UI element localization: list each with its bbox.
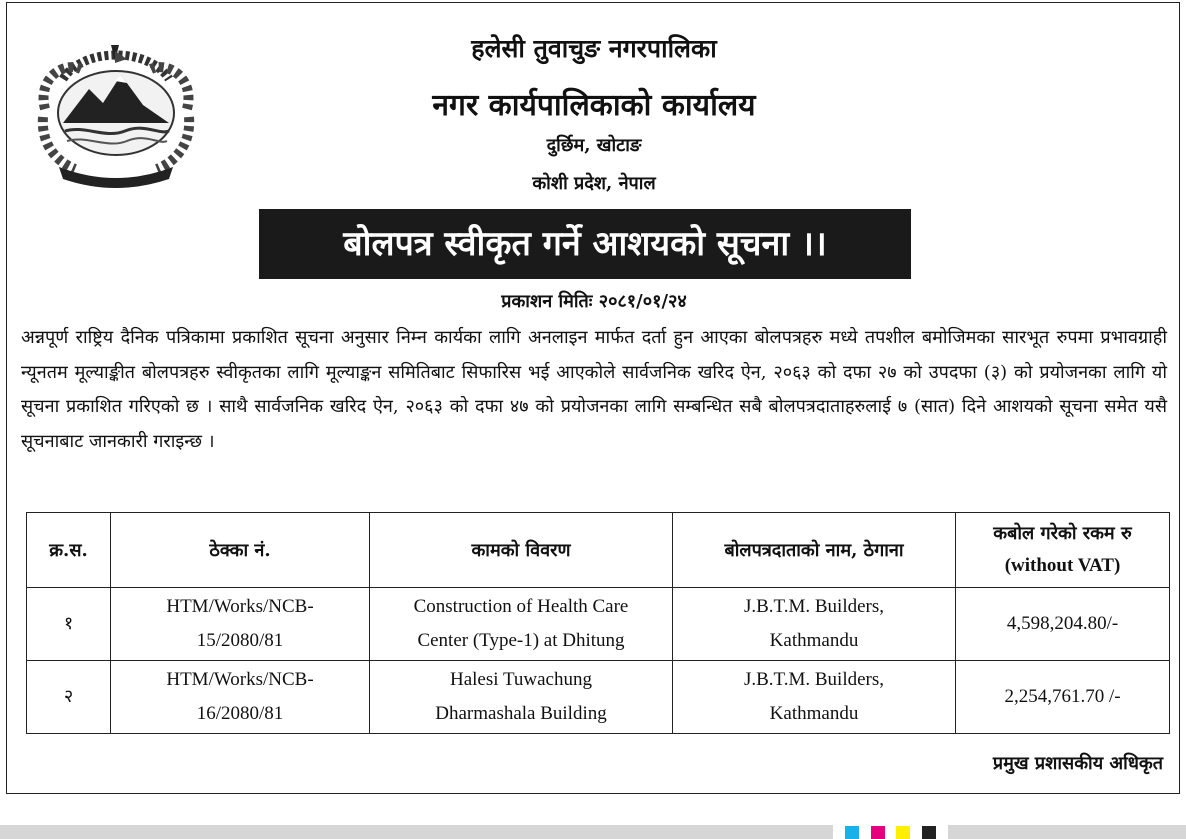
black-registration-mark: [922, 826, 936, 839]
notice-body-paragraph: अन्नपूर्ण राष्ट्रिय दैनिक पत्रिकामा प्रकाशित सूचना अनुसार निम्न कार्यका लागि अनलाइन मार्फत दर्ता हुन आएका बोलपत्रहरु मध्ये तपशील बमोजिमका सारभूत रुपमा प्रभावग्राही न्यूनतम मूल्याङ्कीत बोलपत्रहरु स्वीकृतका लागि मूल्याङ्कन समितिबाट सिफारिस भई आएकोले सार्वजनिक खरिद ऐन, २०६३ को दफा २७ को उपदफा (३) को प्रयोजनका लागि यो सूचना प्रकाशित गरिएको छ । साथै सार्वजनिक खरिद ऐन, २०६३ को दफा ४७ को प्रयोजनका लागि सम्बन्धित सबै बोलपत्रदाताहरुलाई ७ (सात) दिने आशयको सूचना समेत यसै सूचनाबाट जानकारी गराइन्छ ।: [21, 327, 1167, 452]
office-name: नगर कार्यपालिकाको कार्यालय: [432, 88, 756, 123]
table-row: [27, 588, 1170, 661]
cell-bidder-line2: Kathmandu: [769, 703, 859, 724]
cell-bidder-line2: Kathmandu: [769, 630, 859, 651]
col-header-amount-line2: (without VAT): [1004, 555, 1121, 576]
col-header-bidder: बोलपत्रदाताको नाम, ठेगाना: [673, 513, 956, 588]
municipality-name: हलेसी तुवाचुङ नगरपालिका: [471, 34, 717, 63]
cell-description-line1: Construction of Health Care: [413, 596, 629, 617]
cell-contract-no-line2: 15/2080/81: [196, 630, 284, 651]
publication-date: प्रकाशन मितिः २०८१/०१/२४: [501, 291, 687, 312]
office-province: कोशी प्रदेश, नेपाल: [532, 173, 656, 194]
notice-frame: [6, 2, 1180, 794]
cell-description-line2: Center (Type-1) at Dhitung: [417, 630, 625, 651]
bid-acceptance-table: [26, 512, 1170, 734]
col-header-contract-no: ठेक्का नं.: [111, 513, 370, 588]
yellow-registration-mark: [896, 826, 910, 839]
cell-contract-no-line2: 16/2080/81: [196, 703, 284, 724]
cell-description-line2: Dharmashala Building: [435, 703, 607, 724]
cell-bidder-line1: J.B.T.M. Builders,: [743, 669, 885, 690]
table-row: [27, 661, 1170, 734]
cell-sn: १: [27, 588, 111, 661]
cell-description: [370, 588, 673, 661]
cell-contract-no-line1: HTM/Works/NCB-: [166, 669, 314, 690]
col-header-amount-line1: कबोल गरेको रकम रु: [993, 523, 1132, 544]
cell-description: [370, 661, 673, 734]
print-footer-bar: [0, 825, 1186, 839]
cell-bidder: [673, 661, 956, 734]
cell-contract-no: [111, 588, 370, 661]
magenta-registration-mark: [871, 826, 885, 839]
cell-sn: २: [27, 661, 111, 734]
office-address: दुर्छिम, खोटाङ: [546, 135, 642, 156]
col-header-sn: क्र.स.: [27, 513, 111, 588]
cyan-registration-mark: [845, 826, 859, 839]
cell-contract-no-line1: HTM/Works/NCB-: [166, 596, 314, 617]
cell-amount: 2,254,761.70 /-: [956, 661, 1170, 734]
cell-description-line1: Halesi Tuwachung: [450, 669, 592, 690]
cell-contract-no: [111, 661, 370, 734]
cell-bidder-line1: J.B.T.M. Builders,: [743, 596, 885, 617]
cell-bidder: [673, 588, 956, 661]
col-header-amount: [956, 513, 1170, 588]
col-header-description: कामको विवरण: [370, 513, 673, 588]
table-header-row: [27, 513, 1170, 588]
notice-title-banner: बोलपत्र स्वीकृत गर्ने आशयको सूचना ।।: [259, 209, 911, 279]
signatory-title: प्रमुख प्रशासकीय अधिकृत: [992, 753, 1163, 774]
cell-amount: 4,598,204.80/-: [956, 588, 1170, 661]
